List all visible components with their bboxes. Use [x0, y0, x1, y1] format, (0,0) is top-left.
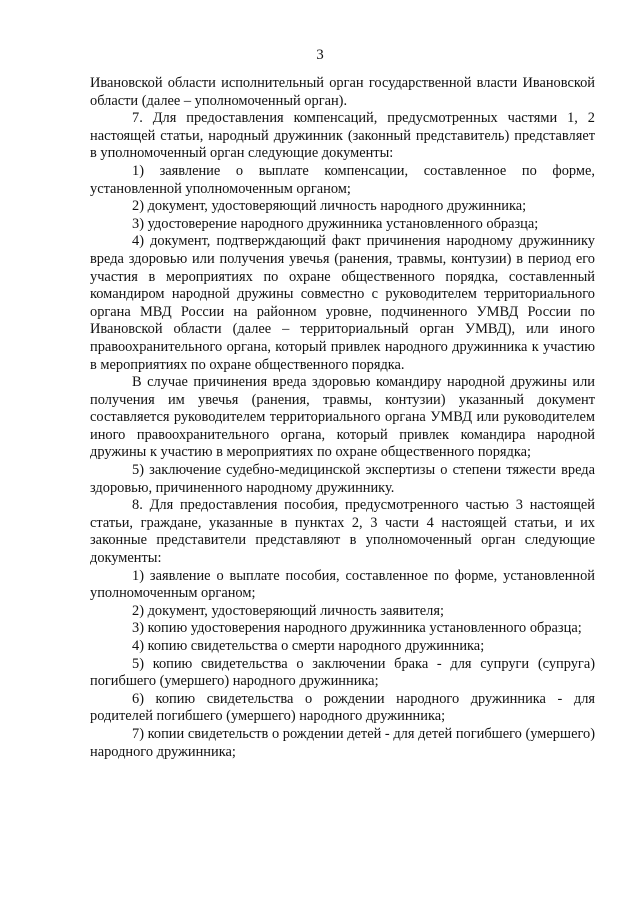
paragraph: 2) документ, удостоверяющий личность народного дружинника;	[132, 198, 527, 215]
paragraph: 2) документ, удостоверяющий личность заявителя;	[132, 602, 444, 619]
document-body	[90, 75, 595, 761]
paragraph: 5) копию свидетельства о заключении брака - для супруги (супруга) погибшего (умершего) народного дружинника;	[90, 655, 595, 690]
paragraph: 1) заявление о выплате компенсации, составленное по форме, установленной уполномоченным органом;	[90, 162, 595, 197]
paragraph: Ивановской области исполнительный орган государственной власти Ивановской области (далее – уполномоченный орган).	[90, 75, 595, 109]
paragraph: 5) заключение судебно-медицинской экспертизы о степени тяжести вреда здоровью, причиненного народному дружиннику.	[90, 462, 595, 496]
paragraph: В случае причинения вреда здоровью командиру народной дружины или получения им увечья (ранения, травмы, контузии) указанный документ составляется руководителем территориального органа УМВД или руководителем иного правоохранительного органа, который привлек командира народной дружины к участию в мероприятиях по охране общественного порядка;	[90, 374, 595, 461]
paragraph: 6) копию свидетельства о рождении народного дружинника - для родителей погибшего (умершего) народного дружинника;	[90, 690, 595, 725]
paragraph: 3) удостоверение народного дружинника установленного образца;	[132, 215, 539, 232]
page-number: 3	[316, 47, 324, 63]
paragraph: 4) документ, подтверждающий факт причинения народному дружиннику вреда здоровью или получения увечья (ранения, травмы, контузии) в период его участия в мероприятиях по охране общественного порядка, составленный командиром народной дружины совместно с руководителем территориального органа МВД России на районном уровне, подчиненного УМВД России по Ивановской области (далее – территориальный орган УМВД), или иного правоохранительного органа, который привлек народного дружинника к участию в мероприятиях по охране общественного порядка.	[90, 233, 595, 373]
paragraph: 4) копию свидетельства о смерти народного дружинника;	[132, 638, 485, 654]
paragraph: 7) копии свидетельств о рождении детей - для детей погибшего (умершего) народного дружинника;	[90, 725, 595, 760]
paragraph: 7. Для предоставления компенсаций, предусмотренных частями 1, 2 настоящей статьи, народный дружинник (законный представитель) представляет в уполномоченный орган следующие документы:	[90, 110, 595, 162]
paragraph: 1) заявление о выплате пособия, составленное по форме, установленной уполномоченным органом;	[90, 567, 595, 602]
paragraph: 3) копию удостоверения народного дружинника установленного образца;	[132, 620, 582, 637]
paragraph: 8. Для предоставления пособия, предусмотренного частью 3 настоящей статьи, граждане, указанные в пунктах 2, 3 части 4 настоящей статьи, и их законные представители представляют в уполномоченный орган следующие документы:	[90, 497, 595, 567]
